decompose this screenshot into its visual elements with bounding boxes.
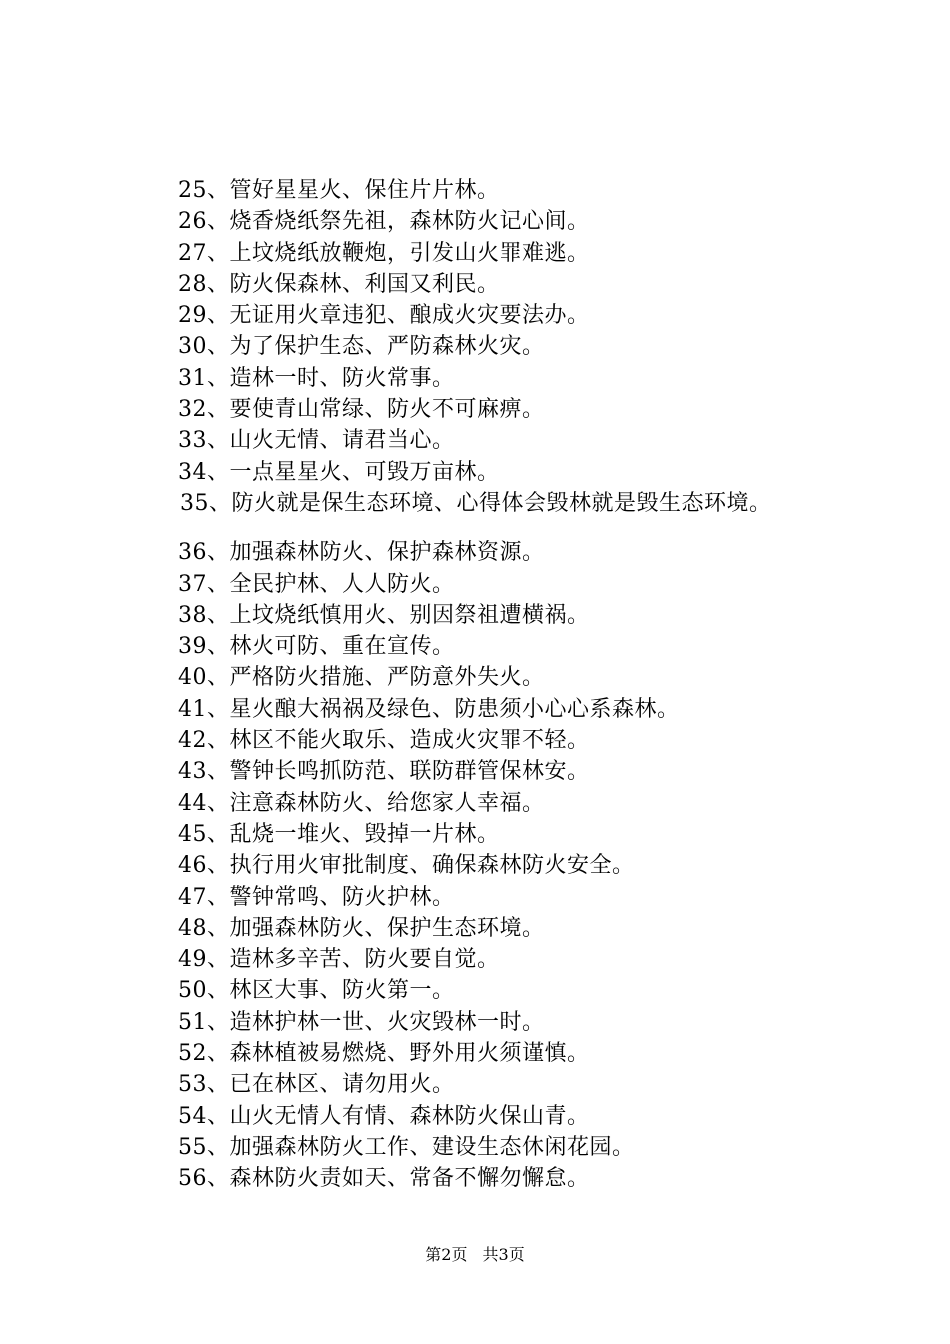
- slogan-line: 32、要使青山常绿、防火不可麻痹。: [178, 397, 545, 423]
- slogan-line: 43、警钟长鸣抓防范、联防群管保林安。: [178, 759, 590, 785]
- slogan-line: 56、森林防火责如天、常备不懈勿懈怠。: [178, 1166, 590, 1192]
- slogan-line: 52、森林植被易燃烧、野外用火须谨慎。: [178, 1041, 590, 1067]
- slogan-line: 47、警钟常鸣、防火护林。: [178, 884, 455, 910]
- slogan-line: 26、烧香烧纸祭先祖，森林防火记心间。: [178, 209, 590, 235]
- slogan-line: 28、防火保森林、利国又利民。: [178, 271, 500, 297]
- slogan-line: 46、执行用火审批制度、确保森林防火安全。: [178, 853, 635, 879]
- slogan-line: 39、林火可防、重在宣传。: [178, 634, 455, 660]
- slogan-line: 45、乱烧一堆火、毁掉一片林。: [178, 821, 500, 847]
- slogan-line: 42、林区不能火取乐、造成火灾罪不轻。: [178, 728, 590, 754]
- slogan-list: [178, 175, 918, 1195]
- slogan-line: 36、加强森林防火、保护森林资源。: [178, 540, 545, 566]
- slogan-line: 37、全民护林、人人防火。: [178, 571, 455, 597]
- slogan-line: 33、山火无情、请君当心。: [178, 428, 455, 454]
- slogan-line: 35、防火就是保生态环境、心得体会毁林就是毁生态环境。: [180, 490, 772, 516]
- paragraph-gap: [178, 519, 918, 537]
- slogan-line: 34、一点星星火、可毁万亩林。: [178, 459, 500, 485]
- slogan-line: 54、山火无情人有情、森林防火保山青。: [178, 1103, 590, 1129]
- slogan-line: 48、加强森林防火、保护生态环境。: [178, 915, 545, 941]
- page-footer: [0, 1245, 950, 1265]
- slogan-line: 53、已在林区、请勿用火。: [178, 1072, 455, 1098]
- slogan-line: 44、注意森林防火、给您家人幸福。: [178, 790, 545, 816]
- slogan-line: 51、造林护林一世、火灾毁林一时。: [178, 1009, 545, 1035]
- slogan-line: 25、管好星星火、保住片片林。: [178, 178, 500, 203]
- slogan-line: 29、无证用火章违犯、酿成火灾要法办。: [178, 303, 590, 329]
- slogan-line: 55、加强森林防火工作、建设生态休闲花园。: [178, 1134, 635, 1160]
- slogan-line: 49、造林多辛苦、防火要自觉。: [178, 947, 500, 973]
- slogan-line: 31、造林一时、防火常事。: [178, 365, 455, 391]
- page-number: 第2页: [425, 1245, 468, 1264]
- page-total: 共3页: [482, 1245, 525, 1264]
- slogan-line: 30、为了保护生态、严防森林火灾。: [178, 334, 545, 360]
- slogan-line: 38、上坟烧纸慎用火、别因祭祖遭横祸。: [178, 602, 590, 628]
- slogan-line: 27、上坟烧纸放鞭炮，引发山火罪难逃。: [178, 240, 590, 266]
- slogan-line: 50、林区大事、防火第一。: [178, 978, 455, 1004]
- slogan-line: 40、严格防火措施、严防意外失火。: [178, 665, 545, 691]
- slogan-line: 41、星火酿大祸祸及绿色、防患须小心心系森林。: [178, 696, 680, 722]
